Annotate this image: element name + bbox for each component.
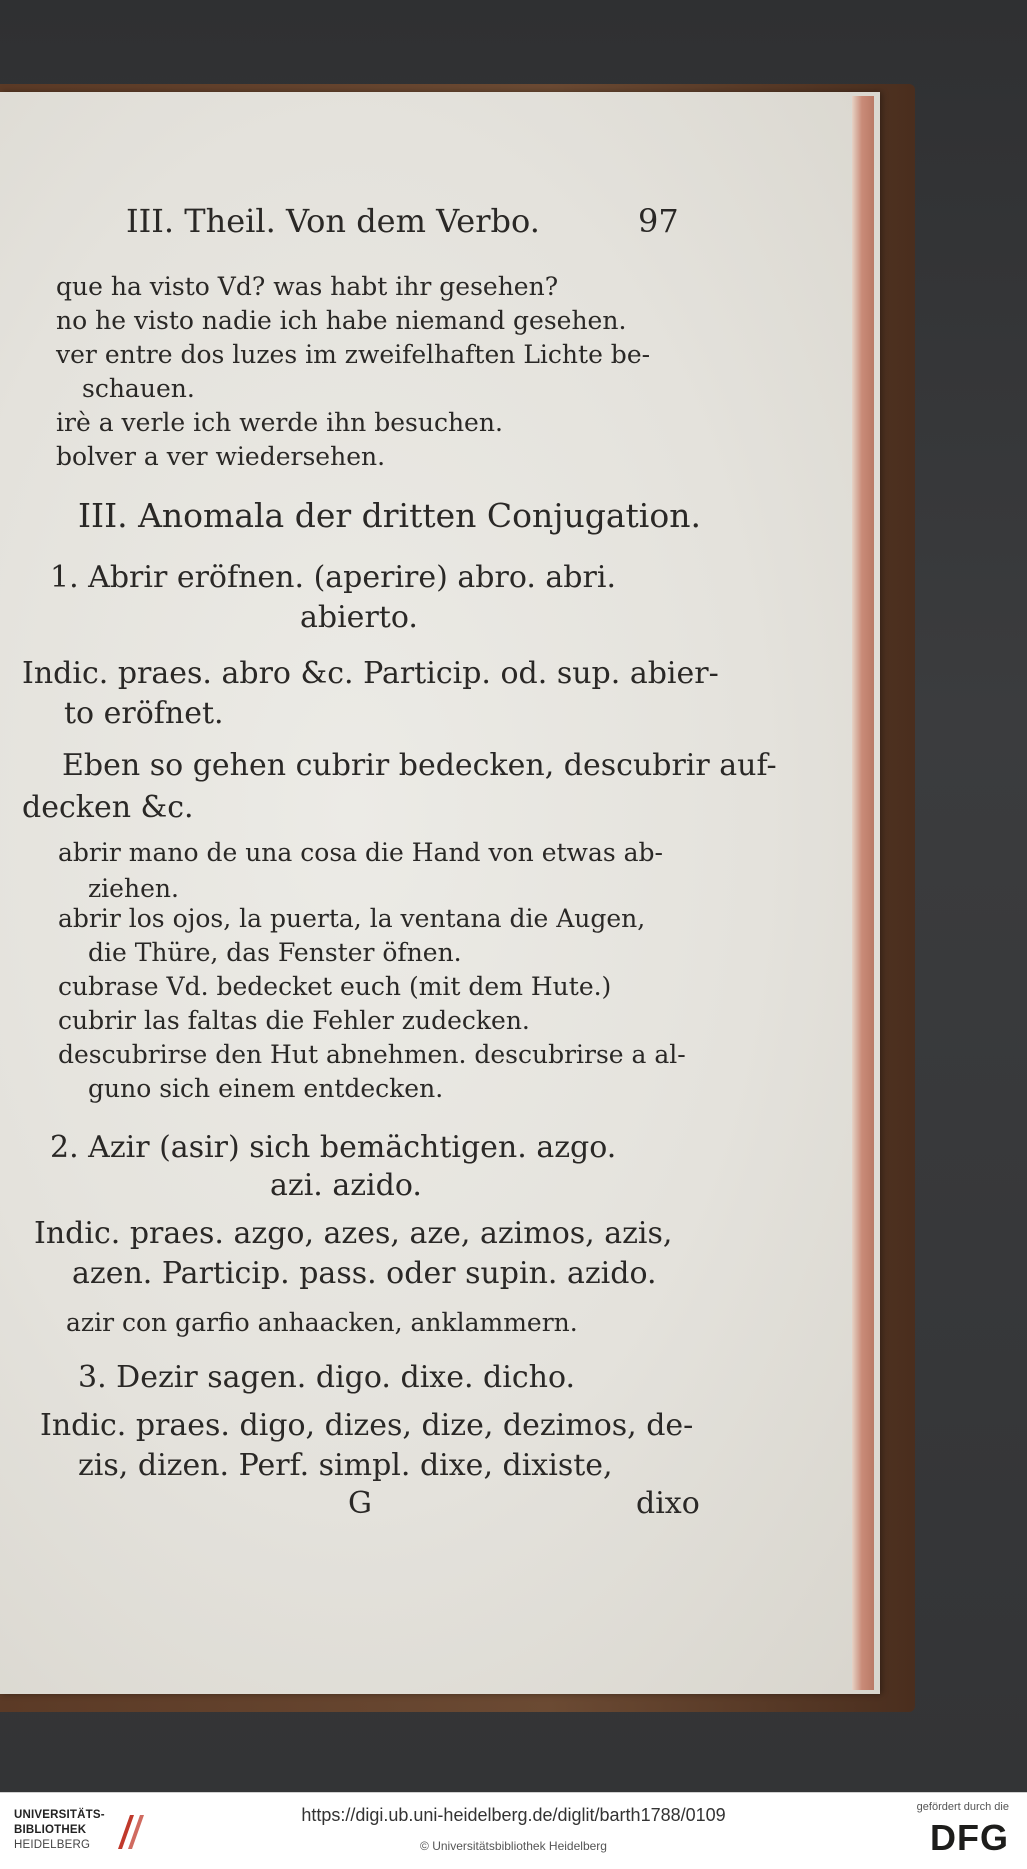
text-line: irè a verle ich werde ihn besuchen. (56, 408, 503, 437)
text-line: ziehen. (88, 874, 179, 903)
viewer-footer (0, 1792, 1027, 1869)
text-line: G (348, 1486, 372, 1521)
logo-line-2: BIBLIOTHEK (14, 1824, 87, 1836)
text-line: abrir los ojos, la puerta, la ventana die Augen, (58, 904, 646, 933)
text-line: descubrirse den Hut abnehmen. descubrirse a al- (58, 1040, 686, 1069)
text-line: guno sich einem entdecken. (88, 1074, 444, 1103)
text-line: zis, dizen. Perf. simpl. dixe, dixiste, (78, 1448, 613, 1483)
text-line: Indic. praes. abro &c. Particip. od. sup. abier- (22, 656, 719, 691)
text-line: cubrir las faltas die Fehler zudecken. (58, 1006, 530, 1035)
text-line: azir con garfio anhaacken, anklammern. (66, 1308, 578, 1337)
logo-line-3: HEIDELBERG (14, 1839, 91, 1851)
text-line: 1. Abrir eröfnen. (aperire) abro. abri. (50, 560, 616, 595)
text-line: decken &c. (22, 790, 194, 825)
permalink-url[interactable]: https://digi.ub.uni-heidelberg.de/diglit/barth1788/0109 (301, 1805, 726, 1825)
text-line: Indic. praes. digo, dizes, dize, dezimos, de- (40, 1408, 694, 1443)
text-line: III. Anomala der dritten Conjugation. (78, 496, 701, 535)
text-line: to eröfnet. (64, 696, 224, 731)
text-line: die Thüre, das Fenster öfnen. (88, 938, 462, 967)
book-page (0, 92, 880, 1694)
logo-line-1: UNIVERSITÄTS- (14, 1809, 105, 1821)
page-number: 97 (638, 202, 679, 240)
text-line: bolver a ver wiedersehen. (56, 442, 386, 471)
text-line: cubrase Vd. bedecket euch (mit dem Hute.) (58, 972, 612, 1001)
text-line: dixo (636, 1486, 700, 1521)
running-header: III. Theil. Von dem Verbo. (126, 202, 540, 240)
text-line: schauen. (82, 374, 195, 403)
text-line: que ha visto Vd? was habt ihr gesehen? (56, 272, 559, 301)
text-line: Indic. praes. azgo, azes, aze, azimos, azis, (34, 1216, 673, 1251)
dfg-logo[interactable]: DFG (930, 1817, 1009, 1858)
text-line: no he visto nadie ich habe niemand gesehen. (56, 306, 627, 335)
page-edge (852, 96, 874, 1690)
text-line: 3. Dezir sagen. digo. dixe. dicho. (78, 1360, 576, 1395)
text-line: ver entre dos luzes im zweifelhaften Lichte be- (56, 340, 651, 369)
text-line: azen. Particip. pass. oder supin. azido. (72, 1256, 657, 1291)
text-line: abrir mano de una cosa die Hand von etwas ab- (58, 838, 663, 867)
text-line: azi. azido. (270, 1168, 422, 1203)
dfg-funding-label: gefördert durch die (916, 1801, 1009, 1813)
text-line: abierto. (300, 600, 418, 635)
text-line: 2. Azir (asir) sich bemächtigen. azgo. (50, 1130, 617, 1165)
text-line: Eben so gehen cubrir bedecken, descubrir auf- (62, 748, 777, 783)
copyright-notice: © Universitätsbibliothek Heidelberg (420, 1839, 607, 1853)
